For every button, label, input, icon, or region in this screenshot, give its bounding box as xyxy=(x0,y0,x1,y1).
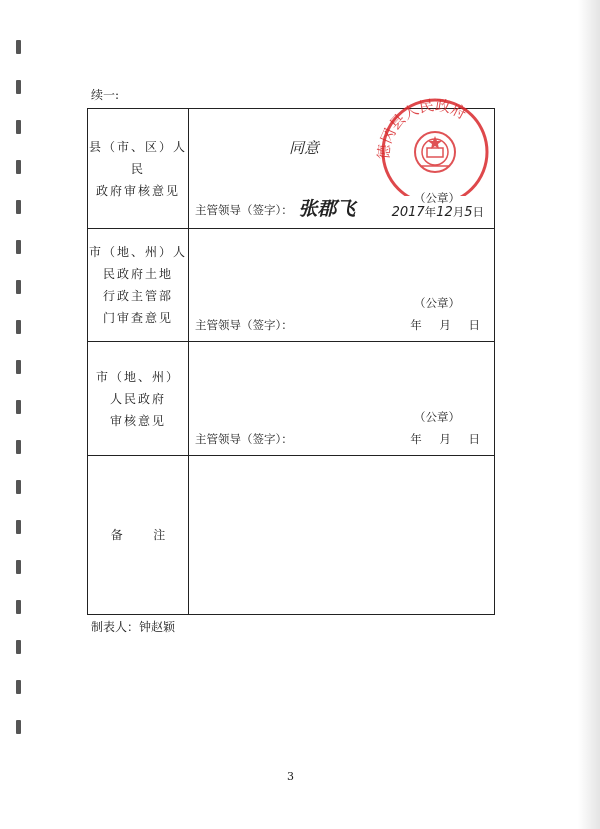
date-day-suffix: 日 xyxy=(472,205,484,219)
remarks-label xyxy=(88,456,189,615)
binding-hole xyxy=(16,80,21,94)
prefecture-land-review-label xyxy=(88,229,189,342)
label-line: 备 注 xyxy=(110,528,166,542)
binding-holes xyxy=(16,40,24,740)
label-line: 审核意见 xyxy=(109,413,166,428)
seal-label: （公章） xyxy=(414,191,460,205)
binding-hole xyxy=(16,560,21,574)
prefecture-gov-review-body xyxy=(189,342,495,456)
date-placeholder: 年 月 日 xyxy=(410,318,480,332)
seal-name-text: 德冈县人民政府 xyxy=(375,96,470,161)
binding-hole xyxy=(16,320,21,334)
page-number: 3 xyxy=(287,770,294,783)
binding-hole xyxy=(16,400,21,414)
label-line: 民政府土地 xyxy=(102,267,173,281)
remarks-body xyxy=(189,456,495,615)
county-review-label xyxy=(88,109,189,229)
binding-hole xyxy=(16,280,21,294)
date-day: 5 xyxy=(464,205,473,220)
leader-signature: 张郡飞 xyxy=(298,198,356,220)
binding-hole xyxy=(16,360,21,374)
prefecture-gov-review-label xyxy=(88,342,189,456)
binding-hole xyxy=(16,440,21,454)
label-line: 市（地、州）人 xyxy=(88,245,187,259)
binding-hole xyxy=(16,40,21,54)
binding-hole xyxy=(16,160,21,174)
binding-hole xyxy=(16,120,21,134)
prefecture-land-review-row xyxy=(88,229,495,342)
date-placeholder: 年 月 日 xyxy=(410,432,480,446)
seal-label: （公章） xyxy=(414,410,460,424)
opinion-handwritten: 同意 xyxy=(289,139,320,157)
binding-hole xyxy=(16,720,21,734)
leader-label: 主管领导（签字）： xyxy=(195,432,293,446)
label-line: 行政主管部 xyxy=(102,289,173,303)
prefecture-land-review-body xyxy=(189,229,495,342)
label-line: 门审查意见 xyxy=(102,311,173,325)
binding-hole xyxy=(16,640,21,654)
label-line: 政府审核意见 xyxy=(95,183,180,198)
binding-hole xyxy=(16,480,21,494)
label-line: 县（市、区）人民 xyxy=(88,139,187,176)
date-year: 2017 xyxy=(391,205,425,220)
leader-label: 主管领导（签字）： xyxy=(195,318,293,332)
binding-hole xyxy=(16,240,21,254)
date-month: 12 xyxy=(436,205,453,220)
leader-label: 主管领导（签字）： xyxy=(195,203,293,217)
label-line: 市（地、州） xyxy=(95,369,180,384)
date-year-suffix: 年 xyxy=(424,205,437,219)
binding-hole xyxy=(16,520,21,534)
binding-hole xyxy=(16,680,21,694)
remarks-row xyxy=(88,456,495,615)
official-seal xyxy=(375,92,495,196)
binding-hole xyxy=(16,200,21,214)
page-edge-shadow xyxy=(578,0,600,829)
national-emblem-icon xyxy=(415,132,455,172)
binding-hole xyxy=(16,600,21,614)
signed-date xyxy=(392,204,484,220)
prepared-by: 制表人：钟赵颖 xyxy=(91,620,176,634)
prefecture-gov-review-row xyxy=(88,342,495,456)
continuation-label: 续一: xyxy=(91,88,120,102)
date-month-suffix: 月 xyxy=(452,205,465,219)
seal-label: （公章） xyxy=(414,296,460,310)
label-line: 人民政府 xyxy=(109,391,166,406)
